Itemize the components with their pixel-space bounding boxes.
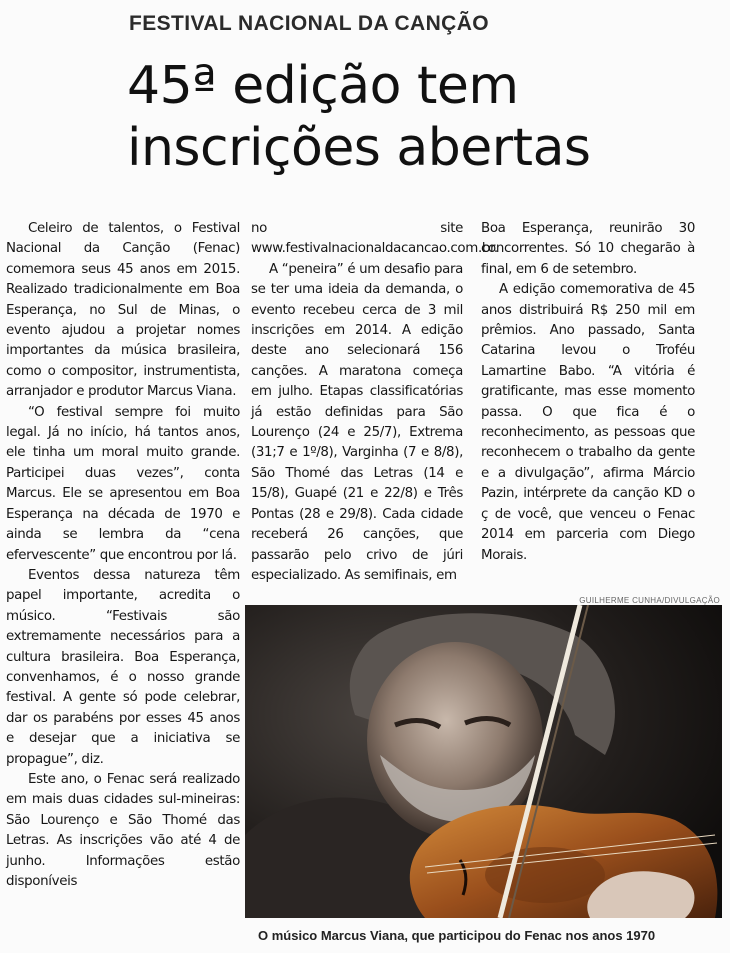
article-column-1	[6, 219, 240, 892]
paragraph: A “peneira” é um desafio para se ter uma ideia da demanda, o evento recebeu cerca de 3 mil inscrições em 2014. A edição deste ano selecionará 156 canções. A maratona começa em julho. Etapas classificatórias já estão definidas para São Lourenço (24 e 25/7), Extrema (31;7 e 1º/8), Varginha (7 e 8/8), São Thomé das Letras (14 e 15/8), Guapé (21 e 22/8) e Três Pontas (28 e 29/8). Cada cidade receberá 26 canções, que passarão pelo crivo de júri especializado. As semifinais, em	[251, 261, 463, 583]
paragraph: Eventos dessa natureza têm papel importante, acredita o músico. “Festivais são extremamente necessários para a cultura brasileira. Boa Esperança, convenhamos, é o nosso grande festival. A gente só pode celebrar, dar os parabéns por esses 45 anos e desejar que a iniciativa se propague”, diz.	[6, 567, 240, 767]
paragraph: “O festival sempre foi muito legal. Já no início, há tantos anos, ele tinha um moral muito grande. Participei duas vezes”, conta Marcus. Ele se apresentou em Boa Esperança na década de 1970 e ainda se lembra da “cena efervescente” que encontrou por lá.	[6, 404, 240, 563]
headline-line-1: 45ª edição tem	[127, 56, 519, 116]
headline	[127, 55, 727, 179]
paragraph: A edição comemorativa de 45 anos distribuirá R$ 250 mil em prêmios. Ano passado, Santa Catarina levou o Troféu Lamartine Babo. “A vitória é gratificante, mas esse momento passa. O que fica é o reconhecimento, as pessoas que reconhecem o trabalho da gente e a divulgação”, afirma Márcio Pazin, intérprete da canção KD o ç de você, que venceu o Fenac 2014 em parceria com Diego Morais.	[481, 282, 695, 563]
photo-caption: O músico Marcus Viana, que participou do Fenac nos anos 1970	[258, 928, 656, 943]
headline-line-2: inscrições abertas	[127, 118, 591, 178]
section-kicker: FESTIVAL NACIONAL DA CANÇÃO	[129, 12, 490, 35]
photo-musician-violin	[245, 605, 722, 918]
paragraph: Este ano, o Fenac será realizado em mais duas cidades sul-mineiras: São Lourenço e São Thomé das Letras. As inscrições vão até 4 de junho. Informações estão disponíveis	[6, 771, 240, 889]
article-column-2	[251, 219, 498, 586]
photo-credit: GUILHERME CUNHA/DIVULGAÇÃO	[579, 596, 720, 605]
article-column-3	[481, 219, 695, 566]
paragraph: Celeiro de talentos, o Festival Nacional da Canção (Fenac) comemora seus 45 anos em 2015. Realizado tradicionalmente em Boa Esperança, no Sul de Minas, o evento ajudou a projetar nomes importantes da música brasileira, como o compositor, instrumentista, arranjador e produtor Marcus Viana.	[6, 221, 240, 400]
paragraph: Boa Esperança, reunirão 30 concorrentes. Só 10 chegarão à final, em 6 de setembro.	[481, 221, 695, 277]
paragraph: no site www.festivalnacionaldacancao.com.br.	[251, 221, 498, 257]
